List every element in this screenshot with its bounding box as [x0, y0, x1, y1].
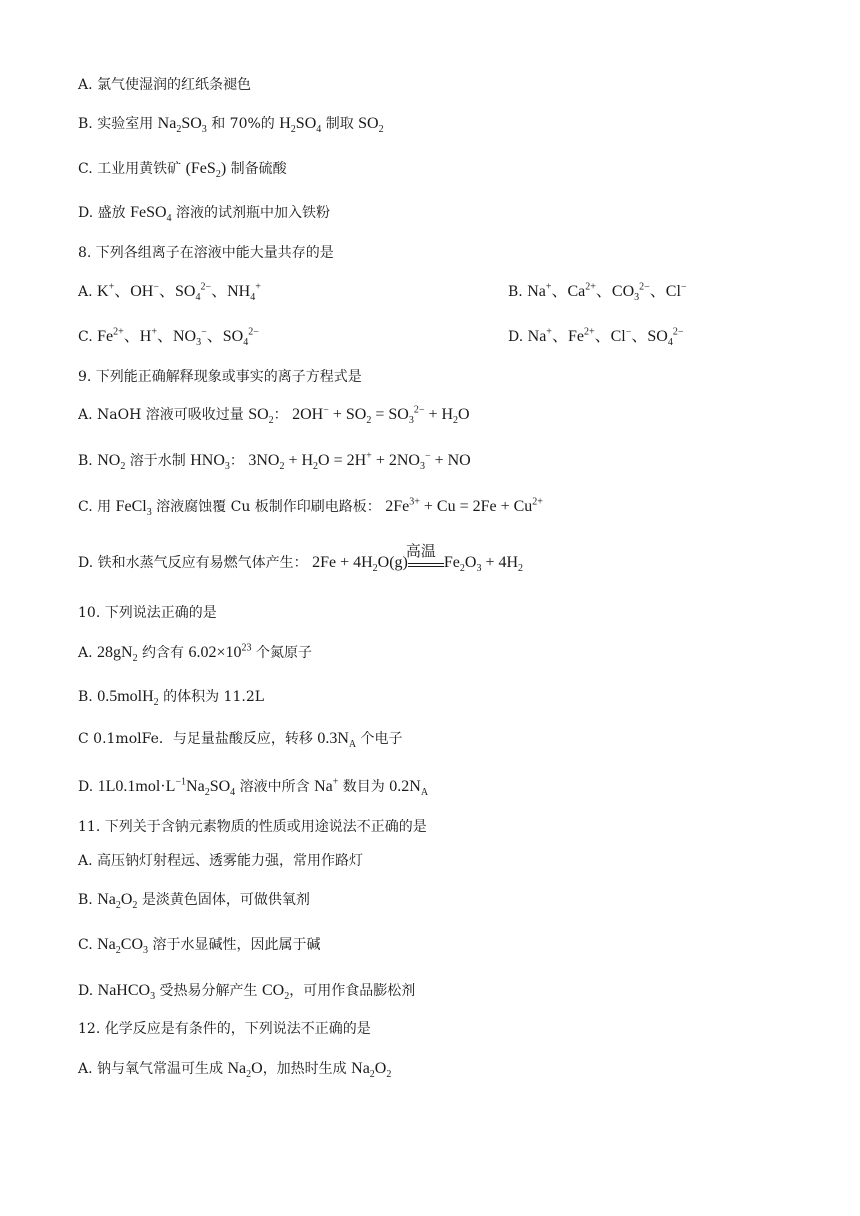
- formula: (FeS$_2$): [185, 160, 227, 181]
- formula: $2Fe + 4H_2O(g)$: [312, 554, 408, 575]
- formula: Na+、$Ca^{2+}$、$CO_3^{2-}$、Cl−: [527, 281, 687, 304]
- text-line: [78, 450, 830, 473]
- text-segment: D. 铁和水蒸气反应有易燃气体产生：: [78, 555, 313, 571]
- text-segment: 的体积为 11.2L: [158, 689, 265, 705]
- text-line: [78, 642, 830, 665]
- text-segment: 溶液中所含: [235, 779, 315, 795]
- formula: $H_2SO_4$: [279, 115, 322, 136]
- text-line: [78, 776, 830, 799]
- text-line: [78, 982, 830, 1003]
- text-segment: B.: [78, 116, 98, 132]
- formula: $Na_2SO_3$: [157, 115, 207, 136]
- text-segment: C. 用: [78, 499, 116, 515]
- text-line: [78, 604, 830, 622]
- text-segment: 个氮原子: [251, 645, 312, 661]
- reaction-arrow: [405, 544, 444, 567]
- text-line: [78, 1060, 830, 1081]
- text-segment: 12. 化学反应是有条件的，下列说法不正确的是: [78, 1021, 371, 1037]
- text-segment: 氯气使湿润的红纸条褪色: [97, 77, 252, 93]
- text-line: [78, 204, 830, 225]
- formula: K+、OH−、$SO_4^{2-}$、$NH_4^+$: [97, 281, 261, 304]
- text-segment: C.: [78, 937, 98, 953]
- text-segment: A. 钠与氧气常温可生成: [78, 1061, 228, 1077]
- text-segment: C: [78, 731, 94, 747]
- text-line: [78, 688, 830, 709]
- text-segment: ，可用作食品膨松剂: [289, 983, 416, 999]
- formula: $Fe^{2+}$、H+、$NO_3^-$、$SO_4^{2-}$: [97, 326, 259, 349]
- text-segment: D.: [508, 329, 528, 345]
- text-segment: 8. 下列各组离子在溶液中能大量共存的是: [78, 245, 334, 261]
- formula: $2OH^- + SO_2 = SO_3^{2-} + H_2O$: [292, 404, 470, 427]
- text-segment: 约含有: [137, 645, 189, 661]
- text-line: [78, 1020, 830, 1038]
- text-segment: 个电子: [356, 731, 403, 747]
- formula: $3NO_2 + H_2O = 2H^+ + 2NO_3^-$ + NO: [248, 450, 471, 473]
- formula: $Na_2O_2$: [351, 1060, 392, 1081]
- text-line: [78, 404, 830, 427]
- formula: $0.3N_A$: [317, 730, 357, 751]
- text-line: [78, 936, 830, 957]
- text-segment: C.: [78, 329, 98, 345]
- formula: $Fe_2O_3 + 4H_2$: [443, 554, 524, 575]
- text-segment: C.: [78, 161, 98, 177]
- text-line: [78, 115, 830, 136]
- reaction-condition: 高温: [405, 544, 436, 560]
- text-segment: ，加热时生成: [262, 1061, 352, 1077]
- text-segment: 受热易分解产生: [155, 983, 262, 999]
- text-segment: 11. 下列关于含钠元素物质的性质或用途说法不正确的是: [78, 819, 427, 835]
- text-segment: 9. 下列能正确解释现象或事实的离子方程式是: [78, 369, 362, 385]
- formula: $CO_2$: [261, 982, 290, 1003]
- text-segment: 制取: [321, 116, 359, 132]
- text-segment: A. 高压钠灯射程远、透雾能力强，常用作路灯: [78, 853, 364, 869]
- text-line: [78, 852, 830, 870]
- formula: FeSO$_4$: [130, 204, 172, 225]
- text-segment: 溶液的试剂瓶中加入铁粉: [171, 205, 330, 221]
- formula: $NO_2$: [97, 452, 126, 473]
- text-line: [78, 160, 830, 181]
- text-line: [78, 891, 830, 912]
- text-segment: 数目为: [338, 779, 390, 795]
- formula: Na+: [314, 776, 339, 795]
- formula: $0.2N_A$: [389, 778, 429, 799]
- text-segment: B.: [508, 284, 528, 300]
- text-segment: A.: [78, 645, 98, 661]
- formula: $6.02\times 10^{23}$: [188, 642, 252, 661]
- formula: $HNO_3$: [190, 452, 230, 473]
- text-segment: D.: [78, 205, 98, 221]
- option-column-right: [508, 281, 687, 304]
- formula: $SO_2$: [248, 406, 274, 427]
- text-segment: B.: [78, 689, 98, 705]
- text-segment: 实验室用: [97, 116, 158, 132]
- text-segment: A. NaOH 溶液可吸收过量: [78, 407, 249, 423]
- text-segment: 是淡黄色固体，可做供氧剂: [137, 892, 310, 908]
- text-segment: 10. 下列说法正确的是: [78, 605, 217, 621]
- text-segment: 溶于水显碱性，因此属于碱: [148, 937, 321, 953]
- formula: NaHCO$_3$: [97, 982, 156, 1003]
- text-segment: 和 70%的: [206, 116, 280, 132]
- formula: $1L0.1mol\cdot L^{-1}Na_2SO_4$: [97, 776, 236, 799]
- text-line: [78, 281, 830, 304]
- text-segment: ：: [229, 453, 249, 469]
- text-segment: A.: [78, 284, 98, 300]
- formula: $Na_2O$: [227, 1060, 263, 1081]
- formula: FeCl$_3$: [115, 498, 152, 519]
- text-line: [78, 326, 830, 349]
- text-line: [78, 244, 830, 262]
- text-line: [78, 730, 830, 751]
- text-segment: B.: [78, 453, 98, 469]
- text-segment: 溶液腐蚀覆 Cu 板制作印刷电路板：: [151, 499, 386, 515]
- text-line: [78, 818, 830, 836]
- formula: $2Fe^{3+} + Cu = 2Fe + Cu^{2+}$: [385, 496, 543, 515]
- formula: $28gN_2$: [97, 644, 138, 665]
- text-line: [78, 76, 830, 94]
- formula: $Na_2O_2$: [97, 891, 138, 912]
- text-line: [78, 496, 830, 519]
- formula: $Na_2CO_3$: [97, 936, 149, 957]
- double-line-icon: [408, 563, 444, 567]
- text-segment: 溶于水制: [125, 453, 191, 469]
- text-line: [78, 544, 830, 575]
- option-column-right: [508, 326, 684, 349]
- text-segment: D.: [78, 779, 98, 795]
- formula: $SO_2$: [358, 115, 384, 136]
- text-segment: A.: [78, 77, 98, 93]
- text-segment: ：: [273, 407, 293, 423]
- text-segment: 制备硫酸: [226, 161, 287, 177]
- text-segment: D.: [78, 983, 98, 999]
- text-segment: 0.1molFe．与足量盐酸反应，转移: [93, 731, 318, 747]
- text-segment: 盛放: [97, 205, 131, 221]
- text-segment: B.: [78, 892, 98, 908]
- text-line: [78, 368, 830, 386]
- formula: 0.5molH$_2$: [97, 688, 159, 709]
- formula: Na+、$Fe^{2+}$、Cl−、$SO_4^{2-}$: [527, 326, 684, 349]
- text-segment: 工业用黄铁矿: [97, 161, 186, 177]
